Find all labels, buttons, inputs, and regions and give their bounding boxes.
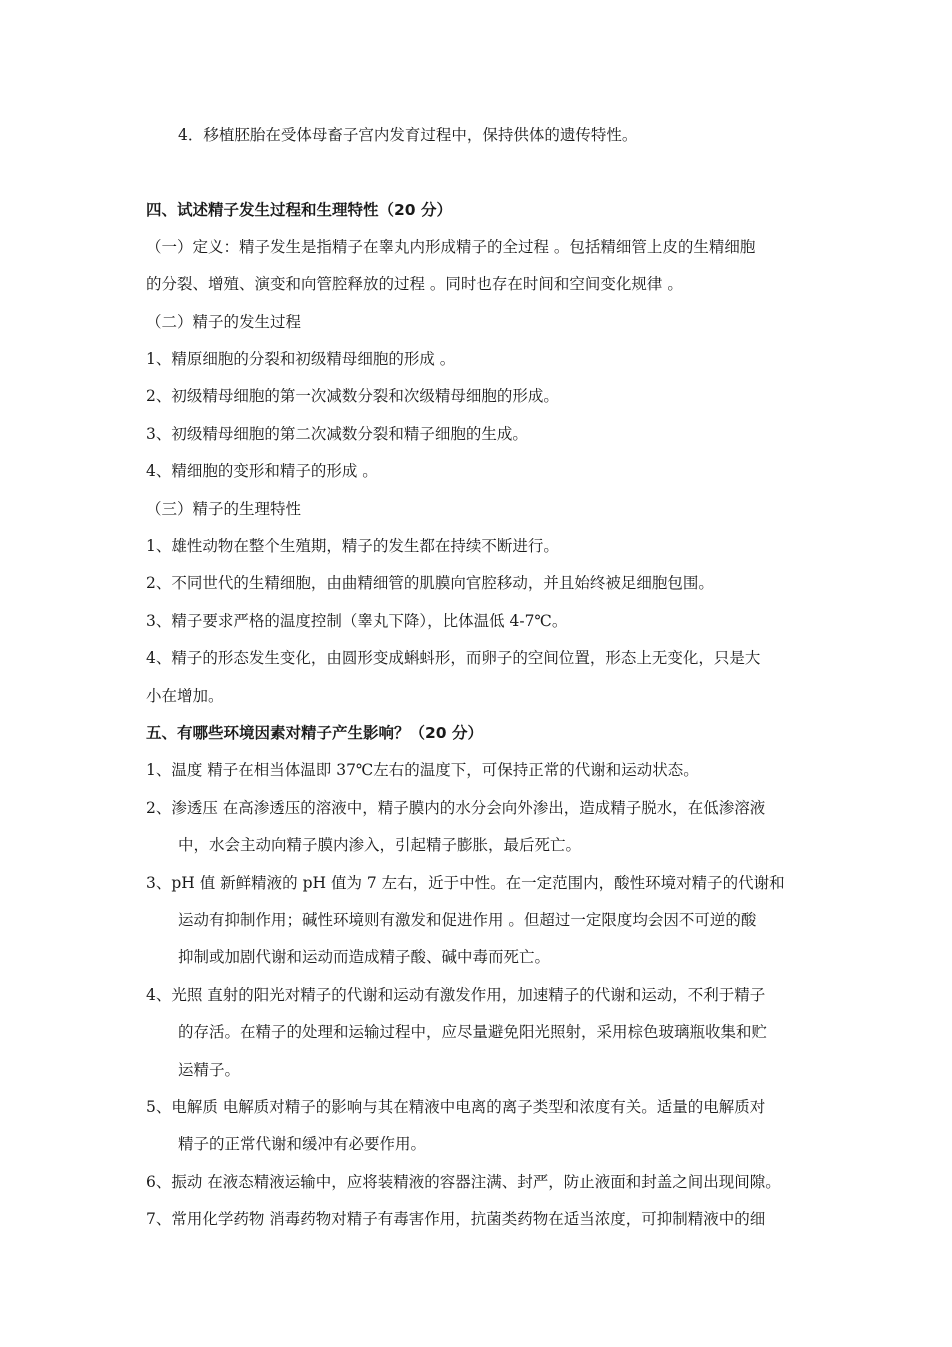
list-item: 4、精子的形态发生变化，由圆形变成蝌蚪形，而卵子的空间位置，形态上无变化，只是大 [146,649,761,667]
list-item: 7、常用化学药物 消毒药物对精子有毒害作用，抗菌类药物在适当浓度，可抑制精液中的细 [146,1210,766,1228]
paragraph-line: 的分裂、增殖、演变和向管腔释放的过程 。同时也存在时间和空间变化规律 。 [146,275,683,293]
list-item: 3、精子要求严格的温度控制（睾丸下降），比体温低 4-7℃。 [146,612,568,630]
list-item-continuation: 抑制或加剧代谢和运动而造成精子酸、碱中毒而死亡。 [178,948,551,966]
paragraph-line: 小在增加。 [146,687,224,705]
paragraph-line: （一）定义：精子发生是指精子在睾丸内形成精子的全过程 。包括精细管上皮的生精细胞 [146,238,756,256]
paragraph-line: 4．移植胚胎在受体母畜子宫内发育过程中，保持供体的遗传特性。 [178,126,638,144]
section-heading-5: 五、有哪些环境因素对精子产生影响？（20 分） [146,724,483,742]
list-item-continuation: 运动有抑制作用；碱性环境则有激发和促进作用 。但超过一定限度均会因不可逆的酸 [178,911,757,929]
list-item: 1、雄性动物在整个生殖期，精子的发生都在持续不断进行。 [146,537,559,555]
list-item-continuation: 运精子。 [178,1061,241,1079]
list-item-continuation: 的存活。在精子的处理和运输过程中，应尽量避免阳光照射，采用棕色玻璃瓶收集和贮 [178,1023,768,1041]
list-item: 5、电解质 电解质对精子的影响与其在精液中电离的离子类型和浓度有关。适量的电解质对 [146,1098,766,1116]
section-heading-4: 四、试述精子发生过程和生理特性（20 分） [146,201,452,219]
list-item: 2、初级精母细胞的第一次减数分裂和次级精母细胞的形成。 [146,387,559,405]
list-item: 2、渗透压 在高渗透压的溶液中，精子膜内的水分会向外渗出，造成精子脱水，在低渗溶液 [146,799,766,817]
list-item: 3、初级精母细胞的第二次减数分裂和精子细胞的生成。 [146,425,528,443]
list-item-continuation: 精子的正常代谢和缓冲有必要作用。 [178,1135,427,1153]
list-item: 3、pH 值 新鲜精液的 pH 值为 7 左右，近于中性。在一定范围内，酸性环境对精子的代谢和 [146,874,785,892]
list-item: 4、光照 直射的阳光对精子的代谢和运动有激发作用，加速精子的代谢和运动，不利于精子 [146,986,766,1004]
list-item: 2、不同世代的生精细胞，由曲精细管的肌膜向官腔移动，并且始终被足细胞包围。 [146,574,714,592]
list-item: 6、振动 在液态精液运输中，应将装精液的容器注满、封严，防止液面和封盖之间出现间隙。 [146,1173,781,1191]
subsection-heading: （三）精子的生理特性 [146,500,302,518]
list-item: 1、温度 精子在相当体温即 37℃左右的温度下，可保持正常的代谢和运动状态。 [146,761,699,779]
subsection-heading: （二）精子的发生过程 [146,313,302,331]
list-item: 4、精细胞的变形和精子的形成 。 [146,462,378,480]
list-item-continuation: 中，水会主动向精子膜内渗入，引起精子膨胀，最后死亡。 [178,836,582,854]
list-item: 1、精原细胞的分裂和初级精母细胞的形成 。 [146,350,456,368]
